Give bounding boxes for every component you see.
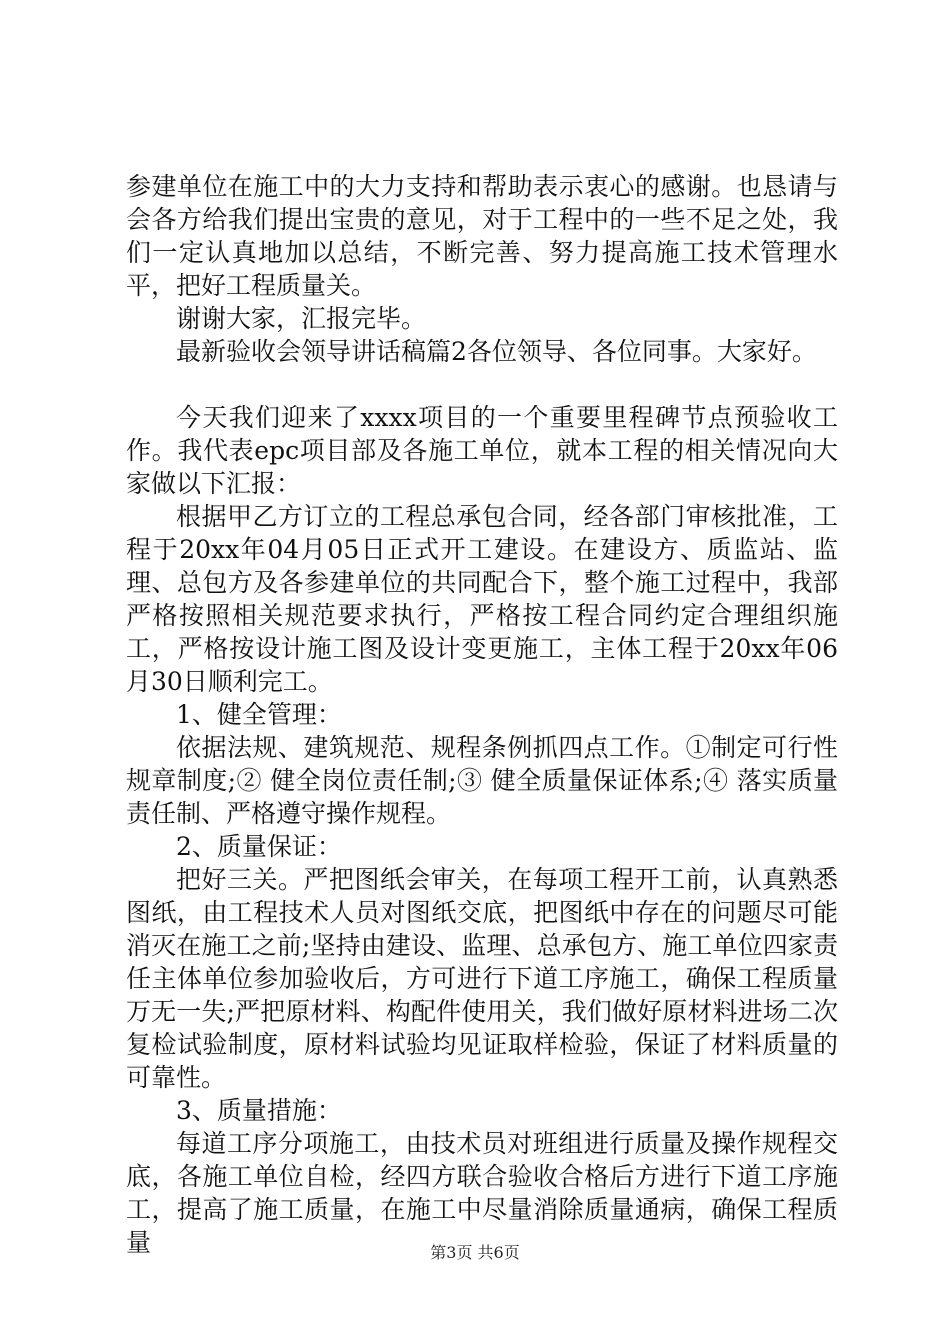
section-heading-quality-assurance: 2、质量保证：: [176, 832, 342, 861]
paragraph-quality-assurance: 把好三关。严把图纸会审关，在每项工程开工前，认真熟悉图纸，由工程技术人员对图纸交底，把图纸中存在的问题尽可能消灭在施工之前;坚持由建设、监理、总承包方、施工单位四家责任主体单位参加验收后，方可进行下道工序施工，确保工程质量万无一失;严把原材料、构配件使用关，我们做好原材料进场二次复检试验制度，原材料试验均见证取样检验，保证了材料质量的可靠性。: [126, 865, 838, 1092]
paragraph-thanks: 谢谢大家，汇报完毕。: [176, 304, 427, 333]
paragraph-spacer: [126, 368, 838, 401]
paragraph-quality-measures: 每道工序分项施工，由技术员对班组进行质量及操作规程交底，各施工单位自检，经四方联合验收合格后方进行下道工序施工，提高了施工质量，在施工中尽量消除质量通病，确保工程质量: [126, 1129, 838, 1257]
paragraph-management: 依据法规、建筑规范、规程条例抓四点工作。①制定可行性规章制度;② 健全岗位责任制;③ 健全质量保证体系;④ 落实质量责任制、严格遵守操作规程。: [126, 733, 838, 828]
paragraph-continuation: 参建单位在施工中的大力支持和帮助表示衷心的感谢。也恳请与会各方给我们提出宝贵的意见，对于工程中的一些不足之处，我们一定认真地加以总结，不断完善、努力提高施工技术管理水平，把好工程质量关。: [126, 172, 838, 300]
document-body: [126, 170, 838, 1259]
paragraph-article-title: 最新验收会领导讲话稿篇2各位领导、各位同事。大家好。: [176, 337, 817, 366]
paragraph-contract: 根据甲乙方订立的工程总承包合同，经各部门审核批准，工程于20xx年04月05日正式开工建设。在建设方、质监站、监理、总包方及各参建单位的共同配合下，整个施工过程中，我部严格按照相关规范要求执行，严格按工程合同约定合理组织施工，严格按设计施工图及设计变更施工，主体工程于20xx年06月30日顺利完工。: [126, 502, 838, 696]
section-heading-management: 1、健全管理：: [176, 700, 342, 729]
section-heading-quality-measures: 3、质量措施：: [176, 1096, 342, 1125]
paragraph-intro: 今天我们迎来了xxxx项目的一个重要里程碑节点预验收工作。我代表epc项目部及各施工单位，就本工程的相关情况向大家做以下汇报：: [126, 403, 838, 498]
page-number-footer: 第3页 共6页: [430, 1243, 520, 1262]
